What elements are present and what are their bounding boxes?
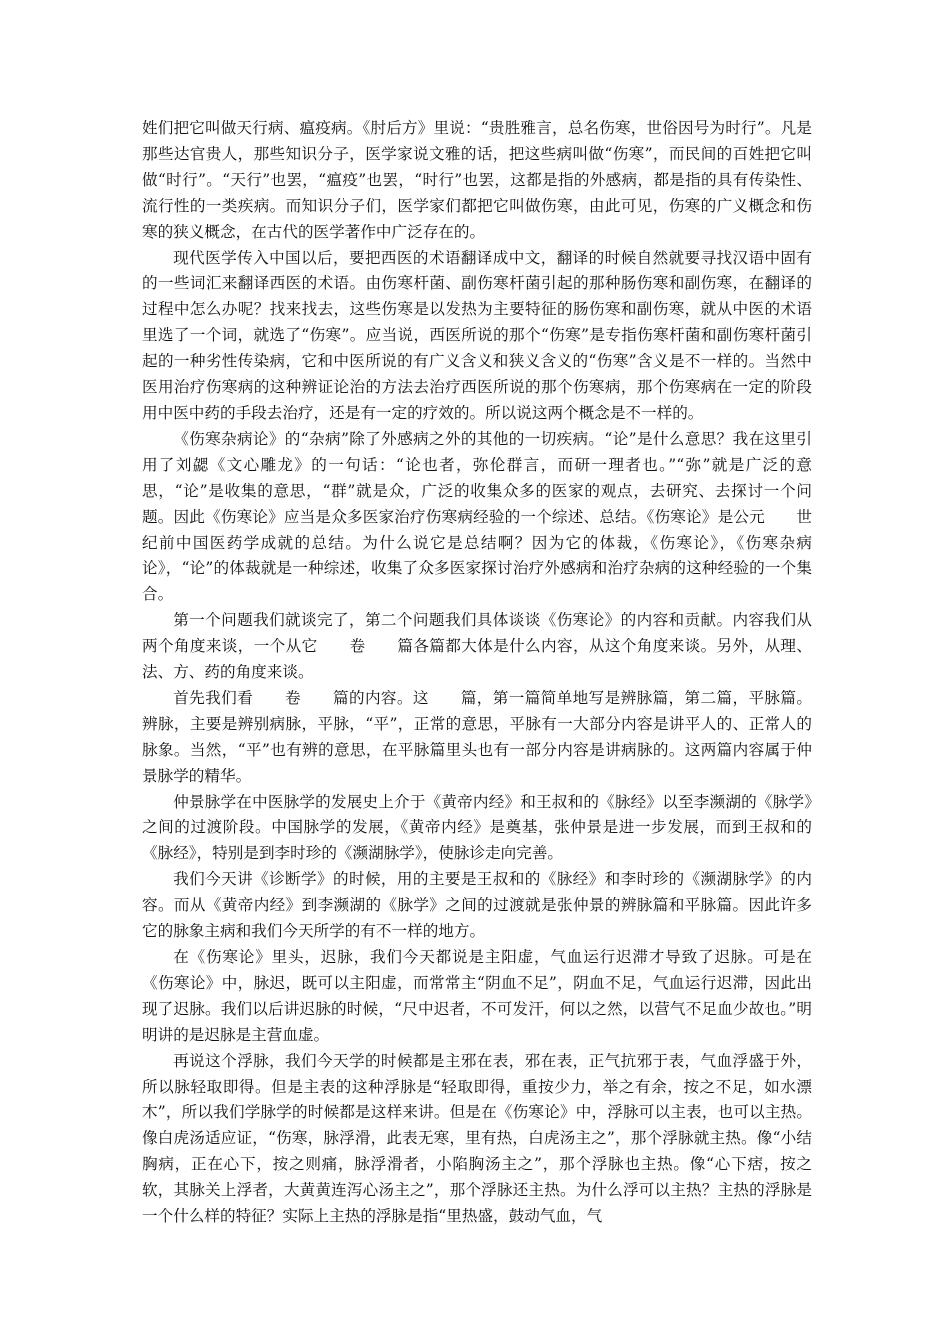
paragraph-9: 再说这个浮脉，我们今天学的时候都是主邪在表，邪在表，正气抗邪于表，气血浮盛于外，所以脉轻取即得。但是主表的这种浮脉是“轻取即得，重按少力，举之有余，按之不足，如水漂木”，所以我们学脉学的时候都是这样来讲。但是在《伤寒论》中，浮脉可以主表，也可以主热。像白虎汤适应证，“伤寒，脉浮滑，此表无寒，里有热，白虎汤主之”，那个浮脉就主热。像“小结胸病，正在心下，按之则痛，脉浮滑者，小陷胸汤主之”，那个浮脉也主热。像“心下痞，按之软，其脉关上浮者，大黄黄连泻心汤主之”，那个浮脉还主热。为什么浮可以主热？主热的浮脉是一个什么样的特征？实际上主热的浮脉是指“里热盛，鼓动气血，气 [142,1051,812,1226]
paragraph-7: 我们今天讲《诊断学》的时候，用的主要是王叔和的《脉经》和李时珍的《濒湖脉学》的内容。而从《黄帝内经》到李濒湖的《脉学》之间的过渡就是张仲景的辨脉篇和平脉篇。因此许多它的脉象主病和我们今天所学的有不一样的地方。 [142,870,812,941]
paragraph-6: 仲景脉学在中医脉学的发展史上介于《黄帝内经》和王叔和的《脉经》以至李濒湖的《脉学》之间的过渡阶段。中国脉学的发展，《黄帝内经》是奠基，张仲景是进一步发展，而到王叔和的《脉经》，特别是到李时珍的《濒湖脉学》，使脉诊走向完善。 [142,792,812,863]
paragraph-1: 姓们把它叫做天行病、瘟疫病。《肘后方》里说：“贵胜雅言，总名伤寒，世俗因号为时行”。凡是那些达官贵人，那些知识分子，医学家说文雅的话，把这些病叫做“伤寒”，而民间的百姓把它叫做“时行”。“天行”也罢，“瘟疫”也罢，“时行”也罢，这都是指的外感病，都是指的具有传染性、流行性的一类疾病。而知识分子们，医学家们都把它叫做伤寒，由此可见，伤寒的广义概念和伤寒的狭义概念，在古代的医学著作中广泛存在的。 [142,119,812,241]
paragraph-3: 《伤寒杂病论》的“杂病”除了外感病之外的其他的一切疾病。“论”是什么意思？我在这里引用了刘勰《文心雕龙》的一句话：“论也者，弥伦群言，而研一理者也。”“弥”就是广泛的意思，“论”是收集的意思，“群”就是众，广泛的收集众多的医家的观点，去研究、去探讨一个问题。因此《伤寒论》应当是众多医家治疗伤寒病经验的一个综述、总结。《伤寒论》是公元 世纪前中国医药学成就的总结。为什么说它是总结啊？因为它的体裁，《伤寒论》，《伤寒杂病论》，“论”的体裁就是一种综述，收集了众多医家探讨治疗外感病和治疗杂病的这种经验的一个集合。 [142,429,812,604]
paragraph-5: 首先我们看 卷 篇的内容。这 篇，第一篇简单地写是辨脉篇，第二篇，平脉篇。辨脉，主要是辨别病脉，平脉，“平”，正常的意思，平脉有一大部分内容是讲平人的、正常人的脉象。当然，“平”也有辨的意思，在平脉篇里头也有一部分内容是讲病脉的。这两篇内容属于仲景脉学的精华。 [142,688,812,785]
paragraph-4: 第一个问题我们就谈完了，第二个问题我们具体谈谈《伤寒论》的内容和贡献。内容我们从两个角度来谈，一个从它 卷 篇各篇都大体是什么内容，从这个角度来谈。另外，从理、法、方、药的角度来谈。 [142,611,812,682]
paragraph-8: 在《伤寒论》里头，迟脉，我们今天都说是主阳虚，气血运行迟滞才导致了迟脉。可是在《伤寒论》中，脉迟，既可以主阳虚，而常常主“阴血不足”，阴血不足，气血运行迟滞，因此出现了迟脉。我们以后讲迟脉的时候，“尺中迟者，不可发汗，何以之然，以营气不足血少故也。”明明讲的是迟脉是主营血虚。 [142,948,812,1044]
document-page [142,116,812,1230]
paragraph-2: 现代医学传入中国以后，要把西医的术语翻译成中文，翻译的时候自然就要寻找汉语中固有的一些词汇来翻译西医的术语。由伤寒杆菌、副伤寒杆菌引起的那种肠伤寒和副伤寒，在翻译的过程中怎么办呢？找来找去，这些伤寒是以发热为主要特征的肠伤寒和副伤寒，就从中医的术语里选了一个词，就选了“伤寒”。应当说，西医所说的那个“伤寒”是专指伤寒杆菌和副伤寒杆菌引起的一种劣性传染病，它和中医所说的有广义含义和狭义含义的“伤寒”含义是不一样的。当然中医用治疗伤寒病的这种辨证论治的方法去治疗西医所说的那个伤寒病，那个伤寒病在一定的阶段用中医中药的手段去治疗，还是有一定的疗效的。所以说这两个概念是不一样的。 [142,248,812,422]
